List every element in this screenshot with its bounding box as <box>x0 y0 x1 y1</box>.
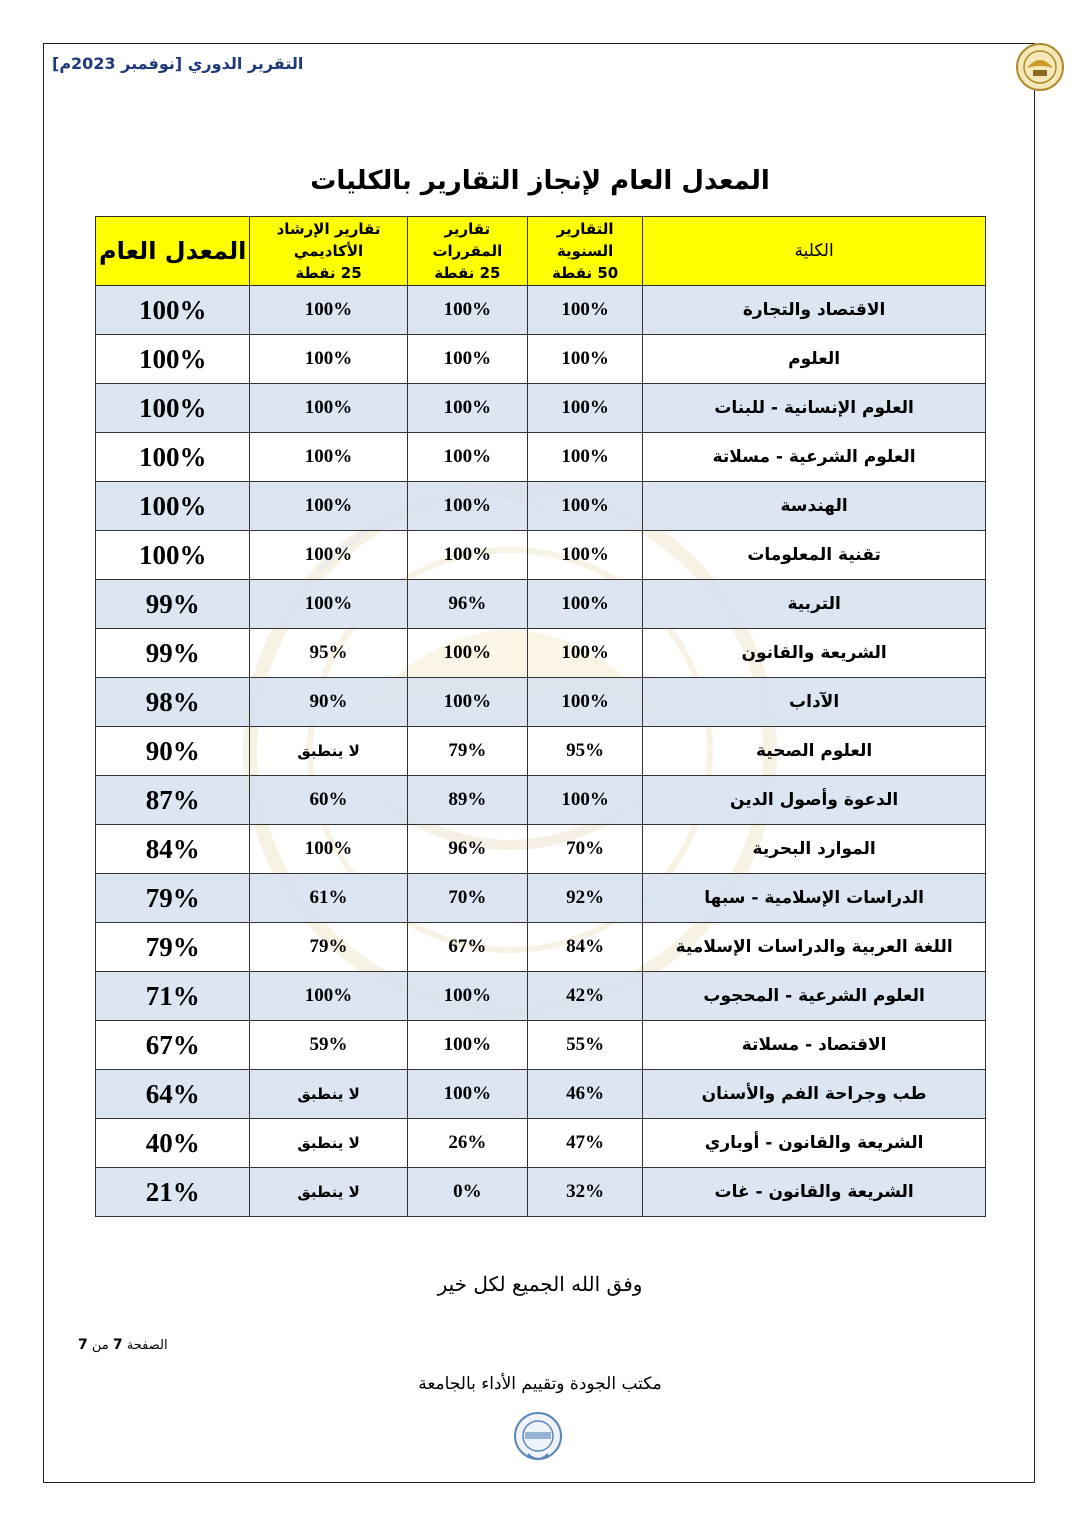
header-college: الكلية <box>643 217 986 286</box>
cell-college: الدراسات الإسلامية - سبها <box>643 874 986 923</box>
cell-advising: 95% <box>250 629 407 678</box>
cell-courses: 100% <box>407 629 527 678</box>
cell-college: الشريعة والقانون <box>643 629 986 678</box>
cell-average: 21% <box>96 1168 250 1217</box>
cell-courses: 100% <box>407 286 527 335</box>
cell-average: 100% <box>96 384 250 433</box>
cell-college: طب وجراحة الفم والأسنان <box>643 1070 986 1119</box>
cell-annual: 100% <box>527 678 642 727</box>
cell-average: 99% <box>96 629 250 678</box>
table-row <box>96 825 986 874</box>
cell-courses: 79% <box>407 727 527 776</box>
cell-college: اللغة العربية والدراسات الإسلامية <box>643 923 986 972</box>
cell-annual: 84% <box>527 923 642 972</box>
cell-annual: 100% <box>527 384 642 433</box>
table-row <box>96 1021 986 1070</box>
table-row <box>96 678 986 727</box>
cell-advising: لا ينطبق <box>250 727 407 776</box>
cell-average: 67% <box>96 1021 250 1070</box>
cell-courses: 100% <box>407 972 527 1021</box>
cell-courses: 100% <box>407 678 527 727</box>
header-courses-points: 25 نقطة <box>434 264 501 282</box>
cell-annual: 92% <box>527 874 642 923</box>
cell-courses: 96% <box>407 825 527 874</box>
header-annual-points: 50 نقطة <box>551 264 619 282</box>
cell-average: 64% <box>96 1070 250 1119</box>
university-logo-icon <box>1015 42 1065 92</box>
header-average: المعدل العام <box>96 217 250 286</box>
cell-advising: 100% <box>250 433 407 482</box>
header-advising-name: تقارير الإرشاد الأكاديمي <box>276 220 381 260</box>
cell-average: 100% <box>96 335 250 384</box>
cell-advising: لا ينطبق <box>250 1168 407 1217</box>
cell-average: 79% <box>96 923 250 972</box>
cell-annual: 95% <box>527 727 642 776</box>
cell-courses: 100% <box>407 1070 527 1119</box>
cell-average: 90% <box>96 727 250 776</box>
cell-courses: 70% <box>407 874 527 923</box>
cell-advising: 100% <box>250 972 407 1021</box>
table-row <box>96 923 986 972</box>
cell-college: الشريعة والقانون - أوباري <box>643 1119 986 1168</box>
cell-advising: 60% <box>250 776 407 825</box>
quality-office-signature: مكتب الجودة وتقييم الأداء بالجامعة <box>418 1374 662 1394</box>
cell-annual: 46% <box>527 1070 642 1119</box>
cell-annual: 70% <box>527 825 642 874</box>
page-number-total: 7 <box>78 1337 88 1353</box>
cell-advising: 100% <box>250 580 407 629</box>
cell-annual: 100% <box>527 335 642 384</box>
cell-annual: 55% <box>527 1021 642 1070</box>
table-row <box>96 727 986 776</box>
cell-courses: 100% <box>407 335 527 384</box>
table-row <box>96 384 986 433</box>
table-row <box>96 776 986 825</box>
cell-college: الآداب <box>643 678 986 727</box>
header-annual-name: التقارير السنوية <box>556 220 614 260</box>
cell-advising: 59% <box>250 1021 407 1070</box>
cell-advising: 90% <box>250 678 407 727</box>
cell-advising: 100% <box>250 825 407 874</box>
cell-annual: 100% <box>527 776 642 825</box>
cell-advising: لا ينطبق <box>250 1119 407 1168</box>
cell-average: 71% <box>96 972 250 1021</box>
page-number-sep: من <box>91 1338 109 1353</box>
page-title: المعدل العام لإنجاز التقارير بالكليات <box>310 166 770 196</box>
table-row <box>96 1168 986 1217</box>
cell-college: الهندسة <box>643 482 986 531</box>
table-header-row <box>96 217 986 286</box>
cell-courses: 96% <box>407 580 527 629</box>
cell-courses: 0% <box>407 1168 527 1217</box>
table-row <box>96 335 986 384</box>
header-annual <box>527 217 642 286</box>
report-header-title: التقرير الدوري [نوفمبر 2023م] <box>52 54 304 73</box>
cell-advising: 100% <box>250 482 407 531</box>
page-number-prefix: الصفحة <box>126 1338 168 1353</box>
cell-college: الموارد البحرية <box>643 825 986 874</box>
cell-annual: 47% <box>527 1119 642 1168</box>
cell-college: العلوم الشرعية - مسلاتة <box>643 433 986 482</box>
cell-advising: لا ينطبق <box>250 1070 407 1119</box>
cell-college: العلوم الشرعية - المحجوب <box>643 972 986 1021</box>
cell-average: 87% <box>96 776 250 825</box>
cell-advising: 100% <box>250 384 407 433</box>
cell-college: العلوم الصحية <box>643 727 986 776</box>
cell-annual: 100% <box>527 629 642 678</box>
table-row <box>96 531 986 580</box>
cell-average: 99% <box>96 580 250 629</box>
table-row <box>96 482 986 531</box>
table-row <box>96 580 986 629</box>
cell-college: الاقتصاد - مسلاتة <box>643 1021 986 1070</box>
cell-advising: 100% <box>250 335 407 384</box>
closing-prayer: وفق الله الجميع لكل خير <box>437 1272 643 1296</box>
cell-college: التربية <box>643 580 986 629</box>
cell-college: العلوم الإنسانية - للبنات <box>643 384 986 433</box>
cell-courses: 89% <box>407 776 527 825</box>
cell-courses: 26% <box>407 1119 527 1168</box>
cell-average: 79% <box>96 874 250 923</box>
cell-advising: 79% <box>250 923 407 972</box>
cell-annual: 100% <box>527 433 642 482</box>
cell-college: الشريعة والقانون - غات <box>643 1168 986 1217</box>
table-row <box>96 1070 986 1119</box>
cell-average: 100% <box>96 531 250 580</box>
cell-college: الدعوة وأصول الدين <box>643 776 986 825</box>
table-row <box>96 972 986 1021</box>
cell-annual: 100% <box>527 286 642 335</box>
cell-courses: 100% <box>407 384 527 433</box>
cell-annual: 100% <box>527 482 642 531</box>
cell-advising: 100% <box>250 531 407 580</box>
page-number-current: 7 <box>112 1337 123 1353</box>
cell-average: 100% <box>96 433 250 482</box>
header-courses-name: تقارير المقررات <box>432 220 503 260</box>
table-row <box>96 1119 986 1168</box>
table-row <box>96 286 986 335</box>
cell-college: تقنية المعلومات <box>643 531 986 580</box>
page-number <box>78 1337 168 1353</box>
header-courses <box>407 217 527 286</box>
table-row <box>96 433 986 482</box>
cell-average: 100% <box>96 286 250 335</box>
cell-courses: 100% <box>407 531 527 580</box>
cell-average: 98% <box>96 678 250 727</box>
header-advising <box>250 217 407 286</box>
cell-annual: 100% <box>527 580 642 629</box>
cell-average: 40% <box>96 1119 250 1168</box>
cell-courses: 100% <box>407 1021 527 1070</box>
cell-annual: 32% <box>527 1168 642 1217</box>
cell-college: الاقتصاد والتجارة <box>643 286 986 335</box>
cell-annual: 42% <box>527 972 642 1021</box>
cell-courses: 67% <box>407 923 527 972</box>
table-row <box>96 629 986 678</box>
cell-courses: 100% <box>407 433 527 482</box>
cell-annual: 100% <box>527 531 642 580</box>
cell-college: العلوم <box>643 335 986 384</box>
cell-advising: 61% <box>250 874 407 923</box>
cell-courses: 100% <box>407 482 527 531</box>
cell-average: 84% <box>96 825 250 874</box>
table-row <box>96 874 986 923</box>
cell-average: 100% <box>96 482 250 531</box>
quality-office-seal-icon <box>512 1410 564 1466</box>
header-advising-points: 25 نقطة <box>295 264 362 282</box>
cell-advising: 100% <box>250 286 407 335</box>
college-reports-table <box>95 216 986 1217</box>
